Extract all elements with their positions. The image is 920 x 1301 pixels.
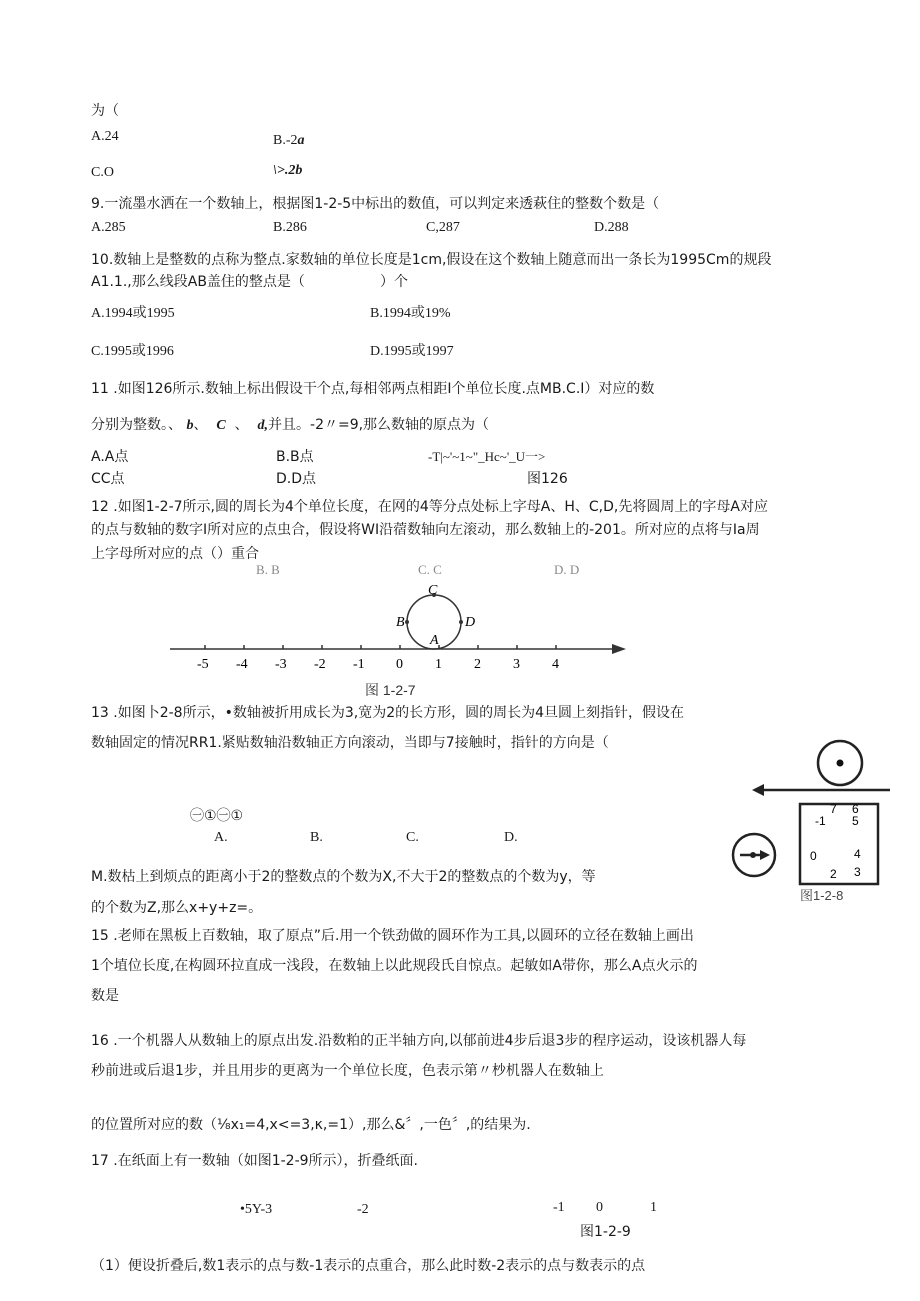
tick-label: 0 <box>396 657 403 672</box>
q9-stem: 9.一流墨水洒在一个数轴上，根据图1-2-5中标出的数值，可以判定来透萩住的整数个数是（ <box>91 196 660 212</box>
q8-option-b-text: B.-2 <box>273 133 298 148</box>
q13-option-d: D. <box>504 830 518 845</box>
q13-stem-line1: 13 .如图卜2-8所示，•数轴被折用成长为3,宽为2的长方形，圆的周长为4旦圆上刻指针，假设在 <box>91 705 685 721</box>
q8-option-b <box>273 131 305 151</box>
tick-label: 4 <box>552 657 559 672</box>
tick-label: -4 <box>236 657 248 672</box>
q11-figure-caption: 图126 <box>527 471 568 487</box>
q15-stem-line3: 数是 <box>91 988 119 1004</box>
tick-label: 1 <box>435 657 442 672</box>
circle-label-c: C <box>428 583 438 598</box>
fig128-n7: 7 <box>830 802 837 816</box>
q8-stem-tail: 为（ <box>91 103 119 119</box>
q8-option-d <box>273 161 302 181</box>
q13-stem-line2: 数轴固定的情况RR1.紧贴数轴沿数轴正方向滚动，当即与7接触时，指针的方向是（ <box>91 735 609 751</box>
q12-stem-line1: 12 .如图1-2-7所示,圆的周长为4个单位长度，在网的4等分点处标上字母A、H、C,D,先将圆周上的字母A对应 <box>91 499 768 515</box>
circle-label-a: A <box>430 633 439 648</box>
q13-option-b: B. <box>310 830 323 845</box>
circle-label-b: B <box>396 615 405 630</box>
figure-1-2-7 <box>160 560 640 700</box>
figure-1-2-8-svg <box>726 738 906 908</box>
q10-option-b: B.1994或19% <box>370 306 451 321</box>
figure-1-2-7-svg <box>160 560 640 700</box>
figure-1-2-8 <box>726 738 906 908</box>
q14-stem-line2: 的个数为Z,那么x+y+z=。 <box>91 900 263 916</box>
q16-stem-line1: 16 .一个机器人从数轴上的原点出发.沿数粕的正半轴方向,以郁前进4步后退3步的程序运动，设该机器人每 <box>91 1033 747 1049</box>
q8-option-c: C.O <box>91 165 114 180</box>
figure-1-2-7-caption: 图 1-2-7 <box>365 682 416 698</box>
q15-stem-line2: 1个埴位长度,在构圆环拉直成一浅段，在数轴上以此规段氏自惊点。起敏如A带你，那么A点火示的 <box>91 958 698 974</box>
q11-sep-1: 、 <box>193 417 208 433</box>
number-line-arrow <box>612 644 626 654</box>
q16-stem-line3: 的位置所对应的数（⅛x₁=4,x<=3,κ,=1）,那么&〞,一色〞,的结果为. <box>91 1117 531 1133</box>
tick-label: -5 <box>197 657 209 672</box>
q11-option-c: CC点 <box>91 471 125 487</box>
q10-option-d: D.1995或1997 <box>370 344 454 359</box>
tick-label: -1 <box>353 657 365 672</box>
q13-option-c: C. <box>406 830 419 845</box>
q8-option-b-var: a <box>297 133 305 148</box>
circle-point-b <box>405 620 409 624</box>
q10-stem-line2: A1.1.,那么线段AB盖住的整点是（ <box>91 274 305 290</box>
q11-option-b: B.B点 <box>276 449 314 465</box>
fig128-n3: 3 <box>854 865 861 879</box>
pointer-center <box>750 852 756 858</box>
folded-rectangle <box>800 804 878 884</box>
circle-label-d: D <box>465 615 476 630</box>
top-circle-center <box>837 760 844 767</box>
fig128-n4: 4 <box>854 847 861 861</box>
q8-option-d-var: b <box>295 163 303 178</box>
label-cc: C. C <box>418 562 442 577</box>
fig129-label-1: •5Y-3 <box>240 1202 273 1217</box>
q13-option-a: A. <box>214 830 228 845</box>
q11-option-d: D.D点 <box>276 471 317 487</box>
tick-label: 3 <box>513 657 520 672</box>
q11-stem-text-a: 分别为整数。、 <box>91 417 182 433</box>
q14-stem-line1: M.数枯上到烦点的距离小于2的整数点的个数为X,不大于2的整数点的个数为y，等 <box>91 869 596 885</box>
q11-figure-axis-text: -T|~'~1~"_Hc~'_U一> <box>428 449 546 464</box>
q9-option-d: D.288 <box>594 220 629 235</box>
q16-stem-line2: 秒前进或后退1步，并且用步的更离为一个单位长度，色表示第〃杪机器人在数轴上 <box>91 1063 604 1079</box>
fig128-n2: 2 <box>830 867 837 881</box>
tick-label: -3 <box>275 657 287 672</box>
q8-option-a: A.24 <box>91 129 119 144</box>
fig129-label-3: -1 <box>553 1200 565 1215</box>
label-dd: D. D <box>554 562 580 577</box>
q11-var-b: b <box>186 418 194 433</box>
figure-1-2-8-caption: 图1-2-8 <box>800 888 844 903</box>
q11-option-a: A.A点 <box>91 449 129 465</box>
q11-stem-text-b: 并且。-2〃=9,那么数轴的原点为（ <box>268 417 490 433</box>
q10-stem-line2-end: ）个 <box>380 274 408 290</box>
q8-option-d-text: \>.2 <box>273 163 296 178</box>
q10-stem-line1: 10.数轴上是整数的点称为整点.家数轴的单位长度是1cm,假设在这个数轴上随意而出一条长为1995Cm的规段 <box>91 252 772 268</box>
label-bb: B. B <box>256 562 280 577</box>
q11-stem-line2 <box>91 415 489 436</box>
fig129-label-5: 1 <box>650 1200 657 1215</box>
tick-label: 2 <box>474 657 481 672</box>
fig129-label-2: -2 <box>357 1202 369 1217</box>
q11-sep-2: 、 <box>234 417 249 433</box>
q13-option-glyphs: ㊀①㊀① <box>190 808 244 824</box>
fig128-n0: 0 <box>810 849 817 863</box>
q17-stem: 17 .在纸面上有一数轴（如图1-2-9所示），折叠纸面. <box>91 1153 418 1169</box>
q10-option-c: C.1995或1996 <box>91 344 174 359</box>
q12-stem-line2: 的点与数轴的数字I所对应的点虫合，假设将WI沿蓿数轴向左滚动，那么数轴上的-201。所对应的点将与Ia周 <box>91 522 760 538</box>
figure-1-2-9-caption: 图1-2-9 <box>580 1224 631 1240</box>
pointer-needle-head <box>760 850 770 860</box>
q11-stem-line1: 11 .如图126所示.数轴上标出假设干个点,每相邻两点相距I个单位长度.点MB.C.I）对应的数 <box>91 381 655 397</box>
fig128-n1: -1 <box>815 814 826 828</box>
fig129-label-4: 0 <box>596 1200 603 1215</box>
q11-var-d: d, <box>257 418 269 433</box>
q9-option-a: A.285 <box>91 220 126 235</box>
circle-point-d <box>459 620 463 624</box>
tick-label: -2 <box>314 657 326 672</box>
q17-sub1: （1）便设折叠后,数1表示的点与数-1表示的点重合，那么此时数-2表示的点与数表示的点 <box>91 1258 646 1274</box>
fig128-n6: 6 <box>852 802 859 816</box>
top-arrow-head <box>752 784 764 796</box>
q15-stem-line1: 15 .老师在黑板上百数轴，取了原点”后.用一个铁劲做的圆环作为工具,以圆环的立径在数轴上画出 <box>91 928 694 944</box>
q9-option-b: B.286 <box>273 220 307 235</box>
fig128-n5: 5 <box>852 814 859 828</box>
q10-option-a: A.1994或1995 <box>91 306 175 321</box>
q11-var-c: C <box>216 418 226 433</box>
q12-stem-line3: 上字母所对应的点（）重合 <box>91 546 259 562</box>
q9-option-c: C,287 <box>426 220 460 235</box>
